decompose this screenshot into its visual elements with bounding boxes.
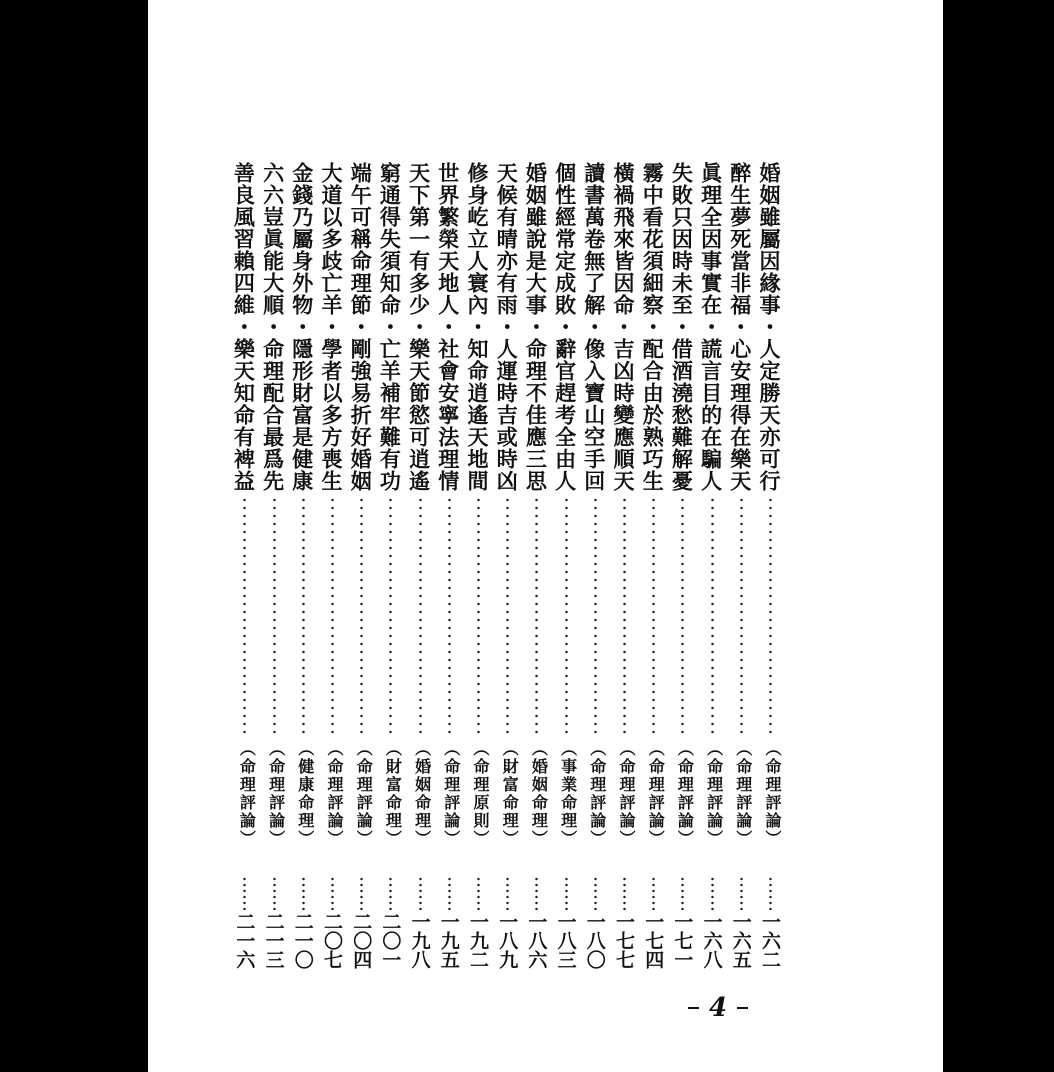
leader-dots (711, 496, 714, 736)
leader-dots (506, 496, 509, 736)
toc-entry-page: 二一三 (262, 912, 285, 969)
toc-entry-category: （命理評論） (617, 740, 636, 848)
toc-entry[interactable] (378, 162, 404, 992)
toc-entry-page: 一八〇 (583, 912, 606, 969)
toc-entry-category: （健康命理） (295, 740, 315, 848)
toc-entry[interactable] (349, 162, 375, 992)
toc-entry[interactable] (641, 162, 667, 992)
toc-entry-title: 讀書萬卷無了解・像入寶山空手回 (581, 162, 607, 492)
toc-entry[interactable] (437, 162, 463, 992)
toc-entry-page: 二一六 (233, 912, 256, 969)
toc-entry-category: （命理評論） (354, 740, 374, 848)
toc-entry-title: 失敗只因時未至・借酒澆愁難解憂 (669, 162, 695, 492)
toc-entry[interactable] (758, 162, 784, 992)
toc-entry[interactable] (554, 162, 580, 992)
toc-entry-category: （命理評論） (266, 740, 286, 848)
toc-entry-page: 一六八 (700, 912, 723, 969)
toc-entry[interactable] (583, 162, 609, 992)
toc-entry[interactable] (262, 162, 288, 992)
toc-entry-title: 修身屹立人寰內・知命逍遙天地間 (465, 162, 490, 492)
leader-dots (477, 496, 480, 736)
toc-entry-category: （婚姻命理） (412, 740, 432, 848)
toc-entry-category: （財富命理） (500, 740, 520, 848)
toc-entry-category: （命理評論） (733, 740, 753, 848)
leader-dots (652, 876, 655, 910)
toc-entry-page: 一八九 (496, 912, 519, 969)
leader-dots (331, 496, 334, 736)
leader-dots (273, 876, 276, 910)
toc-entry[interactable] (232, 162, 258, 992)
toc-entry-category: （命理評論） (704, 740, 724, 848)
toc-entry[interactable] (612, 162, 638, 992)
toc-entry[interactable] (320, 162, 346, 992)
toc-entry[interactable] (291, 162, 317, 992)
leader-dots (243, 876, 246, 910)
toc-entry[interactable] (408, 162, 434, 992)
leader-dots (448, 496, 451, 736)
toc-entry[interactable] (466, 162, 492, 992)
toc-entry-category: （命理原則） (471, 740, 490, 848)
leader-dots (360, 496, 363, 736)
leader-dots (769, 496, 772, 736)
toc-entry-page: 一六二 (759, 912, 781, 969)
toc-entry-title: 世界繁榮天地人・社會安寧法理情 (435, 162, 461, 492)
toc-entry-category: （命理評論） (675, 740, 695, 848)
toc-entry-category: （命理評論） (587, 740, 607, 848)
toc-entry-category: （命理評論） (763, 740, 782, 848)
toc-entry-page: 二一〇 (291, 912, 314, 969)
toc-entry[interactable] (700, 162, 726, 992)
leader-dots (711, 876, 714, 910)
leader-dots (419, 496, 422, 736)
toc-entry-title: 眞理全因事實在・謊言目的在騙人 (698, 162, 724, 492)
table-of-contents (148, 0, 943, 1072)
toc-entry-category: （命理評論） (237, 740, 257, 848)
toc-entry-title: 醉生夢死當非福・心安理得在樂天 (727, 162, 753, 492)
leader-dots (565, 496, 568, 736)
leader-dots (623, 876, 626, 910)
leader-dots (243, 496, 246, 736)
leader-dots (535, 496, 538, 736)
toc-entry-category: （命理評論） (646, 740, 666, 848)
toc-entry-page: 一八三 (554, 912, 577, 969)
toc-entry-title: 霧中看花須細察・配合由於熟巧生 (640, 162, 666, 492)
book-page (148, 0, 943, 1072)
toc-entry-title: 窮通得失須知命・亡羊補牢難有功 (377, 162, 403, 492)
toc-entry[interactable] (524, 162, 550, 992)
leader-dots (273, 496, 276, 736)
toc-entry-title: 金錢乃屬身外物・隱形財富是健康 (289, 162, 315, 492)
leader-dots (740, 496, 743, 736)
leader-dots (477, 876, 480, 910)
leader-dots (740, 876, 743, 910)
toc-entry-title: 天候有晴亦有雨・人運時吉或時凶 (494, 162, 520, 492)
leader-dots (331, 876, 334, 910)
leader-dots (652, 496, 655, 736)
toc-entry-title: 善良風習賴四維・樂天知命有裨益 (231, 162, 257, 492)
toc-entry-page: 二〇一 (379, 912, 402, 969)
toc-entry-page: 一七四 (642, 912, 665, 969)
leader-dots (594, 876, 597, 910)
toc-entry-title: 六六豈眞能大順・命理配合最爲先 (260, 162, 286, 492)
leader-dots (506, 876, 509, 910)
leader-dots (681, 876, 684, 910)
toc-entry-title: 橫禍飛來皆因命・吉凶時變應順天 (611, 162, 636, 492)
folio-dash-left (688, 1007, 699, 1009)
toc-entry-title: 大道以多歧亡羊・學者以多方喪生 (319, 162, 344, 492)
toc-entry-category: （命理評論） (441, 740, 461, 848)
toc-entry-category: （婚姻命理） (529, 740, 549, 848)
leader-dots (565, 876, 568, 910)
folio-dash-right (737, 1007, 748, 1009)
leader-dots (302, 876, 305, 910)
toc-entry-title: 個性經常定成敗・辭官趕考全由人 (552, 162, 578, 492)
leader-dots (623, 496, 626, 736)
leader-dots (448, 876, 451, 910)
toc-entry-title: 婚姻雖說是大事・命理不佳應三思 (523, 162, 549, 492)
toc-entry-title: 端午可稱命理節・剛強易折好婚姻 (348, 162, 374, 492)
toc-entry[interactable] (729, 162, 755, 992)
toc-entry-page: 一九五 (437, 912, 460, 969)
toc-entry[interactable] (670, 162, 696, 992)
leader-dots (681, 496, 684, 736)
toc-entry-category: （財富命理） (383, 740, 403, 848)
leader-dots (389, 876, 392, 910)
leader-dots (302, 496, 305, 736)
toc-entry-title: 婚姻雖屬因緣事・人定勝天亦可行 (757, 162, 782, 492)
toc-entry-category: （命理評論） (325, 740, 344, 848)
toc-entry-page: 二〇七 (321, 912, 343, 969)
toc-entry-page: 一九二 (467, 912, 489, 969)
toc-entry-page: 一六五 (729, 912, 752, 969)
leader-dots (535, 876, 538, 910)
toc-entry-page: 一七七 (613, 912, 635, 969)
toc-entry-page: 一九八 (408, 912, 431, 969)
folio-number: 4 (708, 993, 728, 1023)
toc-entry-page: 一七一 (671, 912, 694, 969)
toc-entry-page: 二〇四 (350, 912, 373, 969)
page-number (678, 990, 758, 1026)
leader-dots (389, 496, 392, 736)
toc-entry-category: （事業命理） (558, 740, 578, 848)
leader-dots (769, 876, 772, 910)
toc-entry-page: 一八六 (525, 912, 548, 969)
leader-dots (594, 496, 597, 736)
leader-dots (360, 876, 363, 910)
toc-entry[interactable] (495, 162, 521, 992)
toc-entry-title: 天下第一有多少・樂天節慾可逍遙 (406, 162, 432, 492)
leader-dots (419, 876, 422, 910)
